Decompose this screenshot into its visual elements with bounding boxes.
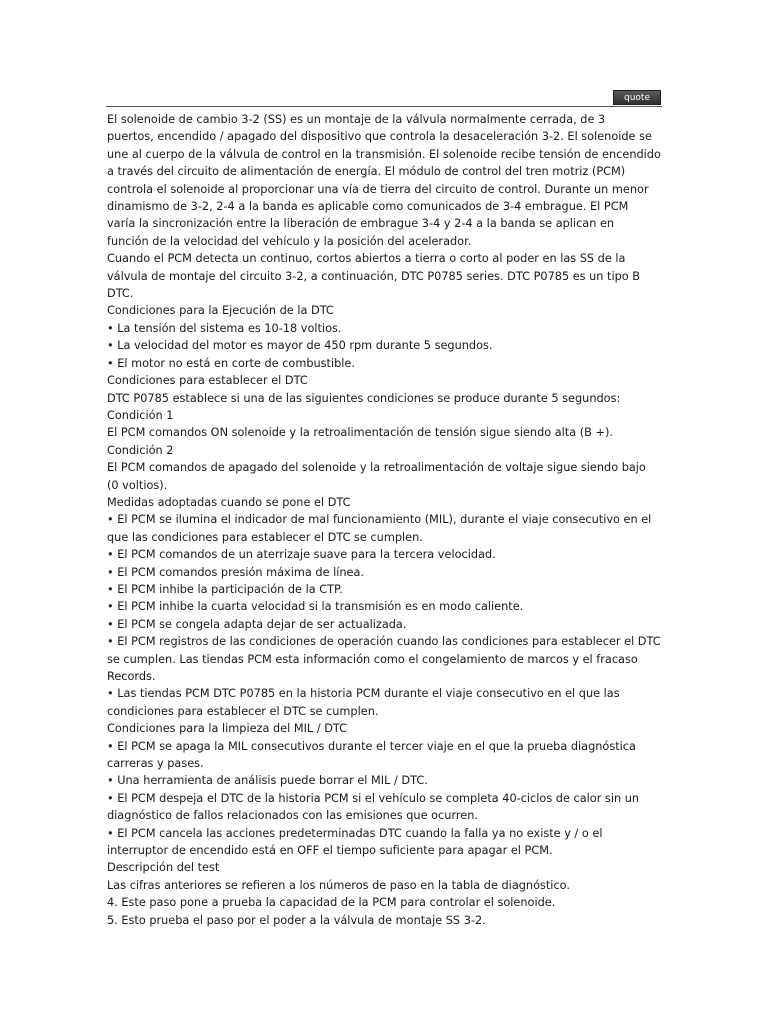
text-line: 5. Esto prueba el paso por el poder a la válvula de montaje SS 3-2. (107, 913, 486, 927)
text-line: varía la sincronización entre la liberación de embrague 3-4 y 2-4 a la banda se aplican en (107, 217, 615, 231)
text-line: puertos, encendido / apagado del dispositivo que controla la desaceleración 3-2. El solenoide se (107, 130, 652, 144)
text-line: función de la velocidad del vehículo y la posición del acelerador. (107, 234, 472, 248)
text-line: El PCM comandos ON solenoide y la retroalimentación de tensión sigue siendo alta (B +). (107, 426, 613, 440)
text-line: El solenoide de cambio 3-2 (SS) es un montaje de la válvula normalmente cerrada, de 3 (107, 113, 606, 126)
text-line: Condición 2 (107, 443, 174, 457)
text-line: controla el solenoide al proporcionar una vía de tierra del circuito de control. Durante un menor (107, 182, 649, 196)
text-line: a través del circuito de alimentación de energía. El módulo de control del tren motriz (PCM) (107, 165, 626, 179)
list-item: • El PCM comandos presión máxima de línea. (107, 565, 365, 579)
section-heading: Condiciones para establecer el DTC (107, 374, 308, 388)
text-line: se cumplen. Las tiendas PCM esta información como el congelamiento de marcos y el fracaso (107, 652, 638, 666)
list-item: • La velocidad del motor es mayor de 450 rpm durante 5 segundos. (107, 339, 493, 353)
text-line: Records. (107, 670, 156, 683)
text-line: DTC. (107, 287, 134, 301)
list-item: • El PCM se congela adapta dejar de ser actualizada. (107, 617, 407, 631)
text-line: DTC P0785 establece si una de las siguientes condiciones se produce durante 5 segundos: (107, 391, 621, 405)
list-item: • Una herramienta de análisis puede borrar el MIL / DTC. (107, 774, 428, 788)
section-heading: Condiciones para la Ejecución de la DTC (107, 304, 334, 318)
section-heading: Medidas adoptadas cuando se pone el DTC (107, 495, 351, 509)
text-line: El PCM comandos de apagado del solenoide y la retroalimentación de voltaje sigue siendo bajo (107, 461, 646, 475)
document-body (107, 111, 663, 929)
list-item: • El motor no está en corte de combustible. (107, 356, 355, 370)
list-item: • La tensión del sistema es 10-18 voltios. (107, 321, 342, 335)
list-item: • El PCM despeja el DTC de la historia PCM si el vehículo se completa 40-ciclos de calor sin un (107, 791, 640, 805)
text-line: (0 voltios). (107, 478, 168, 492)
list-item: • El PCM cancela las acciones predeterminadas DTC cuando la falla ya no existe y / o el (107, 826, 603, 840)
list-item: • El PCM inhibe la participación de la CTP. (107, 582, 343, 596)
list-item: • El PCM inhibe la cuarta velocidad si la transmisión es en modo caliente. (107, 600, 524, 614)
text-line: interruptor de encendido está en OFF el tiempo suficiente para apagar el PCM. (107, 844, 553, 858)
text-line: diagnóstico de fallos relacionados con las emisiones que ocurren. (107, 809, 478, 823)
text-line: Las cifras anteriores se refieren a los números de paso en la tabla de diagnóstico. (107, 878, 570, 892)
text-line: dinamismo de 3-2, 2-4 a la banda es aplicable como comunicados de 3-4 embrague. El PCM (107, 200, 629, 214)
list-item: • El PCM registros de las condiciones de operación cuando las condiciones para establecer el DTC (107, 635, 661, 649)
text-line: 4. Este paso pone a prueba la capacidad de la PCM para controlar el solenoide. (107, 896, 556, 910)
list-item: • El PCM se ilumina el indicador de mal funcionamiento (MIL), durante el viaje consecutivo en el (107, 513, 652, 527)
list-item: • El PCM se apaga la MIL consecutivos durante el tercer viaje en el que la prueba diagnóstica (107, 739, 636, 753)
text-line: que las condiciones para establecer el DTC se cumplen. (107, 530, 423, 544)
text-line: válvula de montaje del circuito 3-2, a continuación, DTC P0785 series. DTC P0785 es un tipo B (107, 269, 641, 283)
section-heading: Descripción del test (107, 861, 220, 875)
text-line: Cuando el PCM detecta un continuo, cortos abiertos a tierra o corto al poder en las SS de la (107, 252, 626, 266)
text-line: une al cuerpo de la válvula de control en la transmisión. El solenoide recibe tensión de encendido (107, 147, 661, 161)
list-item: • El PCM comandos de un aterrizaje suave para la tercera velocidad. (107, 548, 496, 562)
text-line: Condición 1 (107, 408, 174, 422)
quote-button[interactable]: quote (613, 90, 661, 105)
text-line: carreras y pases. (107, 757, 204, 771)
text-line: condiciones para establecer el DTC se cumplen. (107, 704, 379, 718)
section-heading: Condiciones para la limpieza del MIL / DTC (107, 722, 348, 736)
list-item: • Las tiendas PCM DTC P0785 en la historia PCM durante el viaje consecutivo en el que las (107, 687, 620, 701)
content-divider (106, 106, 662, 107)
